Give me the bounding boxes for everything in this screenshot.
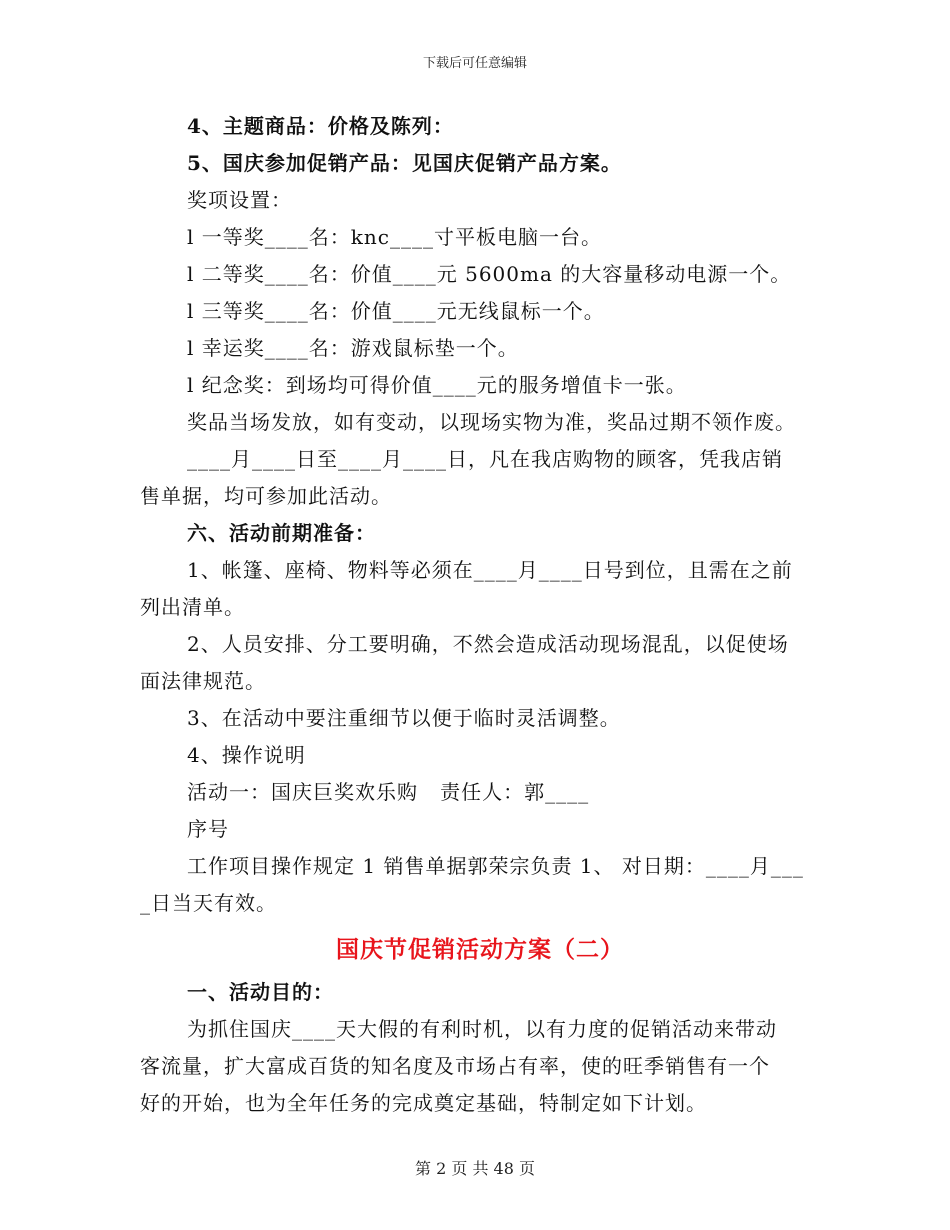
paragraph: 奖品当场发放，如有变动，以现场实物为准，奖品过期不领作废。 (187, 410, 796, 434)
document-body (140, 108, 820, 1122)
paragraph: 客流量，扩大富成百货的知名度及市场占有率，使的旺季销售有一个 (140, 1054, 770, 1078)
page-header: 下载后可任意编辑 (422, 56, 527, 71)
paragraph: 4、操作说明 (187, 743, 306, 767)
section-heading: 六、活动前期准备： (187, 521, 376, 545)
paragraph: 奖项设置： (187, 188, 292, 212)
paragraph: 好的开始，也为全年任务的完成奠定基础，特制定如下计划。 (140, 1091, 707, 1115)
paragraph: 为抓住国庆____天大假的有利时机，以有力度的促销活动来带动 (187, 1017, 777, 1041)
paragraph: 序号 (187, 817, 229, 841)
paragraph: 3、在活动中要注重细节以便于临时灵活调整。 (187, 706, 621, 730)
paragraph: 活动一：国庆巨奖欢乐购 责任人：郭____ (187, 780, 590, 804)
paragraph: 2、人员安排、分工要明确，不然会造成活动现场混乱，以促使场 (187, 632, 789, 656)
paragraph: 4、主题商品：价格及陈列： (187, 114, 454, 138)
list-item: l 纪念奖：到场均可得价值____元的服务增值卡一张。 (187, 373, 687, 397)
page-footer: 第 2 页 共 48 页 (415, 1159, 535, 1178)
list-item: l 三等奖____名：价值____元无线鼠标一个。 (187, 299, 605, 323)
list-item: l 幸运奖____名：游戏鼠标垫一个。 (187, 336, 519, 360)
paragraph: 售单据，均可参加此活动。 (140, 484, 392, 508)
paragraph: ____月____日至____月____日，凡在我店购物的顾客，凭我店销 (187, 447, 783, 471)
section-heading: 一、活动目的： (187, 980, 334, 1004)
paragraph: _日当天有效。 (140, 891, 277, 915)
list-item: l 一等奖____名：knc____寸平板电脑一台。 (187, 225, 602, 249)
list-item: l 二等奖____名：价值____元 5600ma 的大容量移动电源一个。 (187, 262, 792, 286)
paragraph: 面法律规范。 (140, 669, 266, 693)
section-title: 国庆节促销活动方案（二） (336, 936, 624, 963)
paragraph: 5、国庆参加促销产品：见国庆促销产品方案。 (187, 151, 622, 175)
paragraph: 列出清单。 (140, 595, 245, 619)
paragraph: 1、帐篷、座椅、物料等必须在____月____日号到位，且需在之前 (187, 558, 793, 582)
paragraph: 工作项目操作规定 1 销售单据郭荣宗负责 1、 对日期：____月___ (187, 854, 804, 878)
